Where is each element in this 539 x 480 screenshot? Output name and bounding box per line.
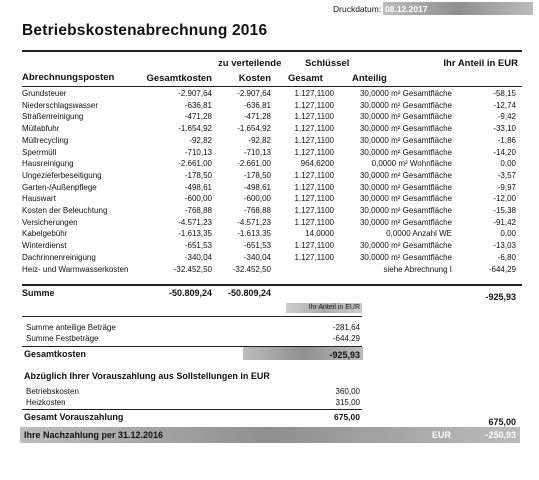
sum-label: Summe [22, 288, 55, 298]
row-distributable: -2.907,64 [237, 89, 271, 98]
col-key-total: Gesamt [288, 73, 323, 84]
row-share: -3,57 [497, 170, 516, 180]
result-value: -250,93 [485, 430, 516, 440]
row-item-name: Heiz- und Warmwasserkosten [22, 264, 129, 274]
row-key-total: 1.127,1100 [294, 89, 334, 98]
row-item-name: Dachrinnenreinigung [22, 252, 96, 262]
row-distributable: -471,28 [243, 112, 271, 122]
row-key-total: 1.127,1100 [294, 135, 334, 145]
summary-header: Ihr Anteil in EUR [308, 304, 360, 311]
row-key-total: 1.127,1100 [294, 170, 334, 180]
row-key-total: 1.127,1100 [294, 217, 334, 227]
row-key-total: 1.127,1100 [294, 124, 334, 134]
result-currency: EUR [432, 430, 452, 440]
row-total: -1.613,35 [178, 229, 212, 239]
row-share: -33,10 [493, 124, 516, 134]
fixed-label: Summe Festbeträge [26, 334, 99, 343]
row-share: -644,29 [488, 264, 516, 274]
row-key-total: 1.127,1100 [294, 252, 334, 262]
row-item-name: Kabelgebühr [22, 229, 68, 239]
header-bottom-rule [22, 86, 522, 87]
row-key-share: 30,0000 m² Gesamtfläche [359, 182, 452, 192]
row-item-name: Hauswart [22, 194, 56, 204]
print-date-value: 08.12.2017 [385, 4, 428, 14]
row-key-total: 1.127,1100 [294, 147, 334, 157]
row-distributable: -600,00 [243, 194, 271, 204]
prepayment-item-heating: Heizkosten [26, 398, 66, 407]
prepayment-value-heating: 315,00 [335, 398, 360, 407]
print-date-label: Druckdatum: [333, 4, 382, 14]
row-key-total: 1.127,1100 [294, 194, 334, 204]
row-total: -2.907,64 [178, 89, 212, 98]
col-item: Abrechnungsposten [22, 72, 115, 83]
row-item-name: Müllabfuhr [22, 124, 60, 134]
total-costs-value: -925,93 [329, 350, 360, 360]
row-total: -768,88 [184, 206, 212, 215]
row-distributable: -178,50 [243, 170, 271, 180]
row-key-total: 1.127,1100 [294, 112, 334, 122]
row-distributable: -651,53 [243, 241, 271, 251]
row-key-total: 1.127,1100 [294, 100, 334, 110]
row-distributable: -340,04 [243, 252, 271, 262]
col-key-top: Schlüssel [305, 58, 350, 69]
row-item-name: Versicherungen [22, 217, 78, 227]
row-distributable: -710,13 [243, 147, 271, 157]
row-key-share: 30,0000 m² Gesamtfläche [359, 100, 452, 110]
row-distributable: -1.613,35 [237, 229, 271, 239]
total-costs-label: Gesamtkosten [24, 349, 87, 359]
row-key-share: 30,0000 m² Gesamtfläche [359, 170, 452, 180]
sum-total: -50.809,24 [168, 288, 212, 298]
row-distributable: -498,61 [243, 182, 271, 192]
row-item-name: Müllrecycling [22, 135, 69, 145]
col-distributable-bottom: Kosten [238, 73, 271, 84]
row-total: -600,00 [184, 194, 212, 204]
prepayment-total-value: 675,00 [334, 412, 360, 422]
row-share: -13,03 [493, 241, 516, 251]
row-total: -498,61 [184, 182, 212, 192]
row-total: -340,04 [184, 252, 212, 262]
row-share: -14,20 [493, 147, 516, 157]
row-distributable: -2.661,00 [237, 159, 271, 169]
row-share: -9,97 [497, 182, 516, 192]
page-title: Betriebskostenabrechnung 2016 [22, 22, 268, 39]
row-total: -710,13 [184, 147, 212, 157]
summary-rule [22, 316, 362, 317]
row-item-name: Kosten der Beleuchtung [22, 206, 108, 215]
row-key-total: 14,0000 [305, 229, 334, 239]
row-share: -12,00 [493, 194, 516, 204]
sum-share: -925,93 [485, 292, 516, 302]
row-item-name: Grundsteuer [22, 89, 67, 98]
row-distributable: -636,81 [243, 100, 271, 110]
row-item-name: Niederschlagswasser [22, 100, 99, 110]
row-share: -91,42 [493, 217, 516, 227]
row-key-share: 0,0000 Anzahl WE [386, 229, 452, 239]
prepayment-total-value-right: 675,00 [488, 417, 516, 427]
row-total: -636,81 [184, 100, 212, 110]
row-share: -1,86 [497, 135, 516, 145]
col-key-share: Anteilig [352, 73, 387, 84]
row-item-name: Sperrmüll [22, 147, 57, 157]
col-total-costs: Gesamtkosten [146, 73, 212, 84]
row-share: 0,00 [500, 159, 516, 169]
row-distributable: -4.571,23 [237, 217, 271, 227]
row-total: -651,53 [184, 241, 212, 251]
row-key-share: 30,0000 m² Gesamtfläche [359, 89, 452, 98]
row-total: -2.661,00 [178, 159, 212, 169]
row-item-name: Hausreinigung [22, 159, 74, 169]
row-key-share: 30,0000 m² Gesamtfläche [359, 135, 452, 145]
row-distributable: -92,82 [248, 135, 271, 145]
header-top-rule [22, 50, 522, 52]
result-label: Ihre Nachzahlung per 31.12.2016 [24, 430, 164, 440]
row-share: -12,74 [493, 100, 516, 110]
row-item-name: Winterdienst [22, 241, 67, 251]
row-key-share: 30,0000 m² Gesamtfläche [359, 124, 452, 134]
row-distributable: -32.452,50 [232, 264, 271, 274]
row-distributable: -768,88 [243, 206, 271, 215]
row-key-share: 30,0000 m² Gesamtfläche [359, 112, 452, 122]
row-item-name: Ungezieferbeseitigung [22, 170, 102, 180]
row-total: -1.654,92 [178, 124, 212, 134]
row-key-share: 30,0000 m² Gesamtfläche [359, 206, 452, 215]
proportional-label: Summe anteilige Beträge [26, 323, 116, 332]
row-distributable: -1.654,92 [237, 124, 271, 134]
row-key-share: 0,0000 m² Wohnfläche [371, 159, 452, 169]
row-total: -32.452,50 [173, 264, 212, 274]
row-total: -4.571,23 [178, 217, 212, 227]
row-key-share: 30,0000 m² Gesamtfläche [359, 194, 452, 204]
row-total: -471,28 [184, 112, 212, 122]
row-item-name: Garten-/Außenpflege [22, 182, 97, 192]
fixed-value: -644,29 [332, 334, 360, 343]
row-share: -6,80 [497, 252, 516, 262]
row-total: -92,82 [189, 135, 212, 145]
col-your-share: Ihr Anteil in EUR [443, 58, 518, 69]
prepayment-rule [22, 409, 362, 410]
row-total: -178,50 [184, 170, 212, 180]
row-share: -9,42 [497, 112, 516, 122]
row-key-total: 1.127,1100 [294, 182, 334, 192]
row-share: -58,15 [493, 89, 516, 98]
row-key-total: 1.127,1100 [294, 206, 334, 215]
row-share: -15,38 [493, 206, 516, 215]
row-key-total: 964,6200 [300, 159, 334, 169]
prepayment-title: Abzüglich Ihrer Vorauszahlung aus Sollstellungen in EUR [24, 371, 270, 381]
prepayment-total-label: Gesamt Vorauszahlung [24, 412, 124, 422]
proportional-value: -281,64 [332, 323, 360, 332]
sum-top-rule [22, 284, 522, 286]
prepayment-value-operating: 360,00 [335, 387, 360, 396]
row-key-share: 30,0000 m² Gesamtfläche [359, 252, 452, 262]
row-key-total: 1.127,1100 [294, 241, 334, 251]
row-key-share: 30,0000 m² Gesamtfläche [359, 147, 452, 157]
prepayment-item-operating: Betriebskosten [26, 387, 79, 396]
row-key-share: 30,0000 m² Gesamtfläche [359, 241, 452, 251]
row-item-name: Straßenreinigung [22, 112, 84, 122]
sum-distributable: -50.809,24 [227, 288, 271, 298]
row-key-share: siehe Abrechnung I [383, 264, 452, 274]
col-distributable-top: zu verteilende [218, 58, 282, 69]
row-share: 0,00 [500, 229, 516, 239]
row-key-share: 30,0000 m² Gesamtfläche [359, 217, 452, 227]
